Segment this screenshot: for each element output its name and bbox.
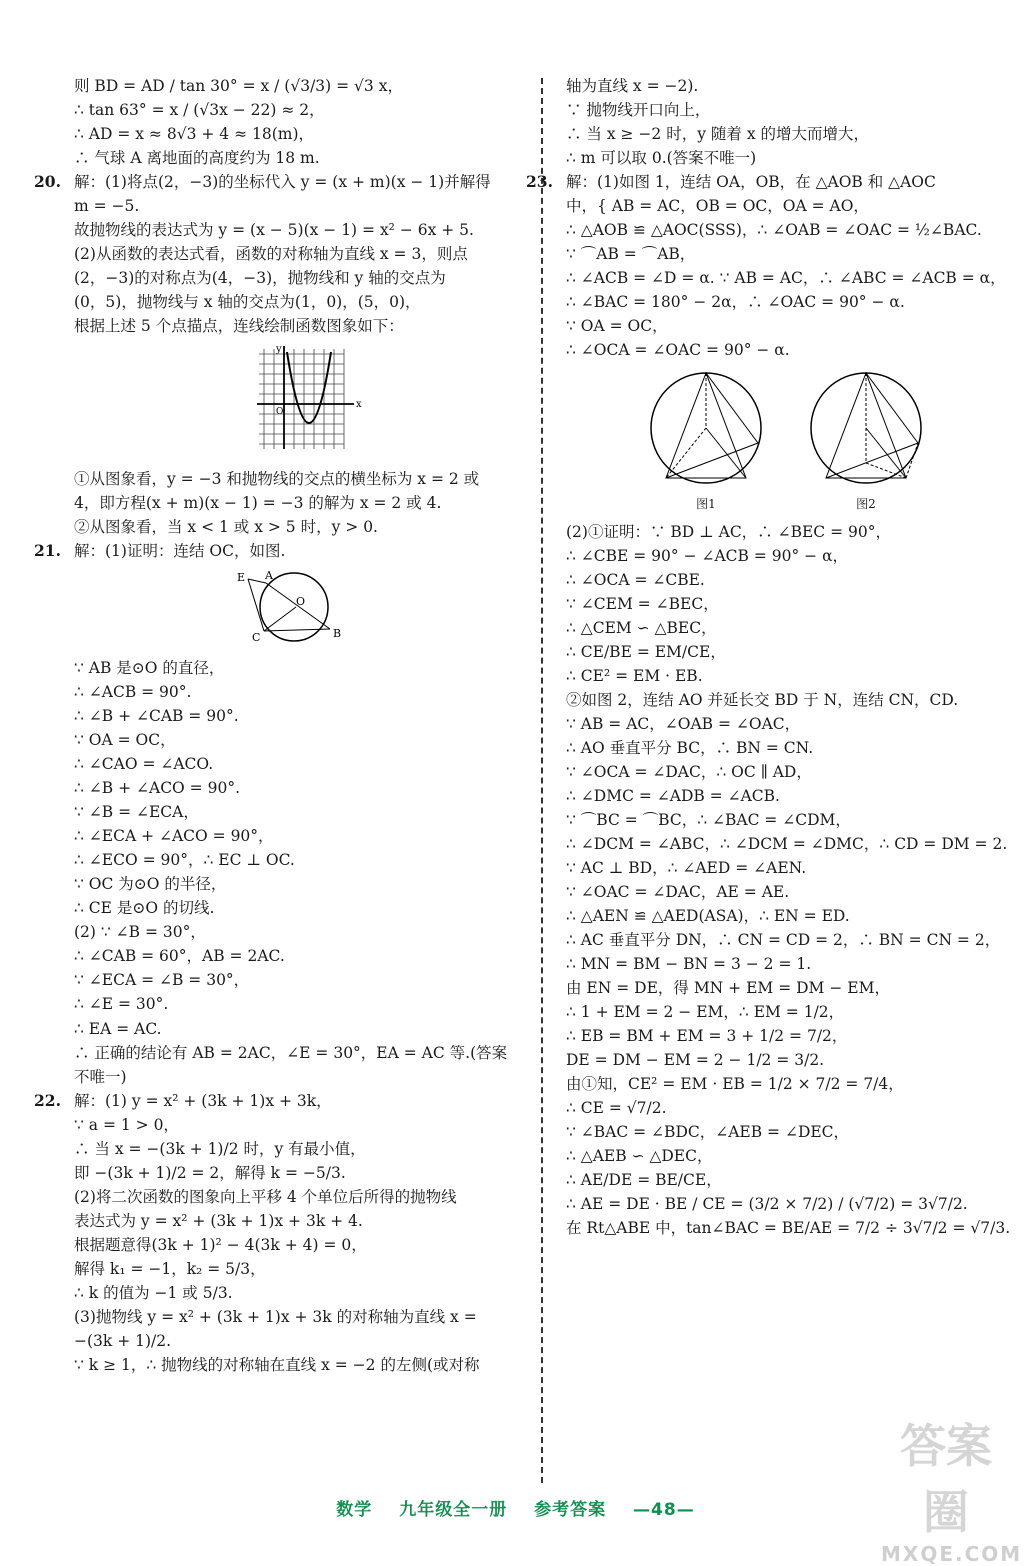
text-line: (3)抛物线 y = x² + (3k + 1)x + 3k 的对称轴为直线 x =	[74, 1307, 477, 1326]
text-line: 解：(1)将点(2，−3)的坐标代入 y = (x + m)(x − 1)并解得	[74, 173, 491, 192]
text-line: ∵ ⌒BC = ⌒BC，∴ ∠BAC = ∠CDM，	[566, 810, 851, 829]
page-footer	[0, 1495, 1031, 1520]
text-line: ∴ ∠B + ∠CAB = 90°.	[74, 707, 239, 726]
text-line: ∵ AB 是⊙O 的直径，	[74, 659, 225, 678]
text-line: ∴ ∠CAO = ∠ACO.	[74, 755, 214, 774]
text-line: ∵ AB = AC，∠OAB = ∠OAC，	[566, 714, 801, 733]
text-line: ∴ 1 + EM = 2 − EM，∴ EM = 1/2，	[566, 1003, 845, 1022]
point-o-label: O	[296, 595, 306, 609]
text-line: ∴ ∠BAC = 180° − 2α，∴ ∠OAC = 90° − α.	[566, 293, 905, 312]
point-c-label: C	[252, 631, 261, 644]
left-column	[34, 74, 526, 1377]
text-line: 由①知，CE² = EM · EB = 1/2 × 7/2 = 7/4，	[566, 1075, 904, 1094]
text-line: ∵ a = 1 > 0，	[74, 1115, 179, 1134]
right-column	[526, 74, 1011, 1240]
text-line: 根据上述 5 个点描点，连线绘制函数图象如下：	[74, 317, 404, 336]
text-line: ∴ ∠DCM = ∠ABC，∴ ∠DCM = ∠DMC，∴ CD = DM = 2.	[566, 835, 1008, 853]
text-line: (2)从函数的表达式看，函数的对称轴为直线 x = 3，则点	[74, 245, 468, 264]
question-number: 23.	[526, 172, 553, 192]
text-line: ∴ ∠ACB = 90°.	[74, 683, 192, 702]
question-number: 20.	[34, 172, 61, 192]
text-line: ∴ AO 垂直平分 BC，∴ BN = CN.	[566, 738, 814, 757]
text-line: ∴ ∠B + ∠ACO = 90°.	[74, 779, 240, 798]
column-divider	[541, 78, 543, 1483]
text-line: ∴ ∠OCA = ∠CBE.	[566, 570, 705, 589]
page-number: —48—	[633, 1500, 695, 1520]
watermark-url: MXQE.COM	[881, 1542, 1023, 1566]
text-line: ∴ 当 x ≥ −2 时，y 随着 x 的增大而增大，	[566, 125, 869, 144]
text-line: ∴ AC 垂直平分 DN，∴ CN = CD = 2，∴ BN = CN = 2，	[566, 931, 1001, 950]
text-line: ∵ ∠OCA = ∠DAC，∴ OC ∥ AD，	[566, 762, 812, 781]
text-line: ①从图象看，y = −3 和抛物线的交点的横坐标为 x = 2 或	[74, 470, 480, 489]
text-line: −(3k + 1)/2.	[74, 1331, 172, 1350]
text-line: ∵ ⌒AB = ⌒AB，	[566, 245, 696, 264]
text-line: 故抛物线的表达式为 y = (x − 5)(x − 1) = x² − 6x + 5.	[74, 221, 474, 240]
text-line: 由 EN = DE，得 MN + EM = DM − EM，	[566, 979, 890, 998]
text-line: ∴ 当 x = −(3k + 1)/2 时，y 有最小值，	[74, 1139, 366, 1158]
point-b-label: B	[333, 627, 342, 641]
text-line: ∴ ∠ECA + ∠ACO = 90°，	[74, 827, 274, 846]
text-line: ∵ 抛物线开口向上，	[566, 101, 711, 120]
figure-1-caption: 图1	[696, 497, 716, 512]
watermark-text: 答案圈	[900, 1419, 992, 1539]
text-line: ∵ ∠BAC = ∠BDC，∠AEB = ∠DEC，	[566, 1123, 850, 1142]
text-line: ∴ ∠ECO = 90°，∴ EC ⊥ OC.	[74, 851, 295, 870]
text-line: m = −5.	[74, 197, 140, 216]
text-line: ∴ ∠ACB = ∠D = α. ∵ AB = AC，∴ ∠ABC = ∠ACB = α，	[566, 269, 1006, 288]
text-line: ②如图 2，连结 AO 并延长交 BD 于 N，连结 CN，CD.	[566, 690, 959, 709]
text-line: ∴ ∠CAB = 60°，AB = 2AC.	[74, 947, 285, 966]
text-line: ∴ AD = x ≈ 8√3 + 4 ≈ 18(m)，	[74, 125, 314, 144]
text-line: ②从图象看，当 x < 1 或 x > 5 时，y > 0.	[74, 518, 378, 537]
text-line: 中，{ AB = AC，OB = OC，OA = AO，	[566, 197, 869, 216]
text-line: ∴ EA = AC.	[74, 1019, 162, 1038]
x-axis-label: x	[356, 399, 362, 411]
q19-continuation	[74, 74, 526, 170]
question-23	[526, 170, 1011, 1240]
y-axis-label: y	[276, 344, 282, 356]
text-line: 即 −(3k + 1)/2 = 2，解得 k = −5/3.	[74, 1163, 346, 1182]
text-line: ∵ OC 为⊙O 的半径，	[74, 875, 227, 894]
text-line: ∴ EB = BM + EM = 3 + 1/2 = 7/2，	[566, 1027, 848, 1046]
text-line: 4，即方程(x + m)(x − 1) = −3 的解为 x = 2 或 4.	[74, 494, 442, 513]
text-line: DE = DM − EM = 2 − 1/2 = 3/2.	[566, 1051, 825, 1070]
figure-1	[646, 368, 766, 514]
text-line: ∴ 正确的结论有 AB = 2AC，∠E = 30°，EA = AC 等.(答案	[74, 1043, 508, 1062]
footer-section: 参考答案	[534, 1500, 607, 1520]
figures-row	[566, 368, 996, 514]
text-line: (0，5)，抛物线与 x 轴的交点为(1，0)，(5，0)，	[74, 293, 421, 312]
text-line: 则 BD = AD / tan 30° = x / (√3/3) = √3 x，	[74, 77, 403, 95]
text-line: ∴ ∠OCA = ∠OAC = 90° − α.	[566, 341, 790, 360]
text-line: ∴ CE = √7/2.	[566, 1099, 667, 1118]
text-line: ∵ OA = OC，	[74, 731, 176, 750]
text-line: ∵ AC ⊥ BD，∴ ∠AED = ∠AEN.	[566, 859, 807, 878]
parabola-graph	[74, 344, 526, 461]
text-line: (2，−3)的对称点为(4，−3)，抛物线和 y 轴的交点为	[74, 269, 446, 288]
question-20	[34, 170, 526, 539]
text-line: 表达式为 y = x² + (3k + 1)x + 3k + 4.	[74, 1211, 363, 1230]
text-line: ∴ △AEN ≌ △AED(ASA)，∴ EN = ED.	[566, 907, 850, 926]
text-line: 解得 k₁ = −1，k₂ = 5/3，	[74, 1259, 266, 1278]
text-line: (2)将二次函数的图象向上平移 4 个单位后所得的抛物线	[74, 1187, 457, 1206]
question-22	[34, 1089, 526, 1377]
text-line: ∵ ∠OAC = ∠DAC，AE = AE.	[566, 883, 790, 902]
q22-continuation	[566, 74, 996, 170]
text-line: ∴ tan 63° = x / (√3x − 22) ≈ 2，	[74, 101, 325, 120]
text-line: 根据题意得(3k + 1)² − 4(3k + 4) = 0，	[74, 1235, 367, 1254]
text-line: 轴为直线 x = −2).	[566, 77, 699, 95]
text-line: ∴ 气球 A 离地面的高度约为 18 m.	[74, 149, 320, 168]
point-e-label: E	[237, 571, 246, 585]
text-line: 解：(1) y = x² + (3k + 1)x + 3k，	[74, 1091, 332, 1110]
text-line: ∴ ∠E = 30°.	[74, 995, 169, 1014]
text-line: ∵ ∠ECA = ∠B = 30°，	[74, 971, 250, 990]
text-line: ∵ k ≥ 1，∴ 抛物线的对称轴在直线 x = −2 的左侧(或对称	[74, 1355, 480, 1374]
text-line: 在 Rt△ABE 中，tan∠BAC = BE/AE = 7/2 ÷ 3√7/2 = √7/3.	[566, 1219, 1011, 1238]
text-line: ∴ CE/BE = EM/CE，	[566, 642, 726, 661]
origin-label: O	[276, 407, 284, 418]
text-line: ∴ AE/DE = BE/CE，	[566, 1171, 722, 1190]
text-line: ∴ △AEB ∽ △DEC，	[566, 1147, 713, 1166]
text-line: ∴ MN = BM − BN = 3 − 2 = 1.	[566, 955, 812, 974]
figure-2-caption: 图2	[856, 497, 876, 512]
point-a-label: A	[265, 569, 273, 583]
text-line: ∴ m 可以取 0.(答案不唯一)	[566, 149, 757, 168]
text-line: ∴ AE = DE · BE / CE = (3/2 × 7/2) / (√7/2) = 3√7/2.	[566, 1195, 968, 1214]
text-line: 解：(1)如图 1，连结 OA，OB，在 △AOB 和 △AOC	[566, 173, 936, 192]
text-line: ∴ ∠CBE = 90° − ∠ACB = 90° − α，	[566, 546, 849, 565]
text-line: (2) ∵ ∠B = 30°，	[74, 923, 206, 942]
text-line: ∴ △AOB ≌ △AOC(SSS)，∴ ∠OAB = ∠OAC = ½∠BAC.	[566, 221, 982, 240]
text-line: 解：(1)证明：连结 OC，如图.	[74, 542, 286, 561]
footer-subject: 数学	[336, 1500, 373, 1520]
text-line: 不唯一)	[74, 1067, 127, 1086]
text-line: ∴ k 的值为 −1 或 5/3.	[74, 1283, 233, 1302]
text-line: ∵ OA = OC，	[566, 317, 668, 336]
question-number: 21.	[34, 541, 61, 561]
footer-grade: 九年级全一册	[399, 1500, 508, 1520]
circle-tangent-figure	[74, 569, 526, 650]
text-line: ∴ CE 是⊙O 的切线.	[74, 899, 215, 918]
text-line: ∵ ∠B = ∠ECA，	[74, 803, 199, 822]
text-line: ∴ ∠DMC = ∠ADB = ∠ACB.	[566, 786, 780, 805]
question-number: 22.	[34, 1090, 61, 1110]
text-line: ∴ CE² = EM · EB.	[566, 666, 703, 685]
text-line: ∴ △CEM ∽ △BEC，	[566, 618, 717, 637]
text-line: (2)①证明：∵ BD ⊥ AC，∴ ∠BEC = 90°，	[566, 522, 891, 541]
text-line: ∵ ∠CEM = ∠BEC，	[566, 594, 719, 613]
question-21	[34, 539, 526, 1088]
figure-2	[806, 368, 926, 514]
